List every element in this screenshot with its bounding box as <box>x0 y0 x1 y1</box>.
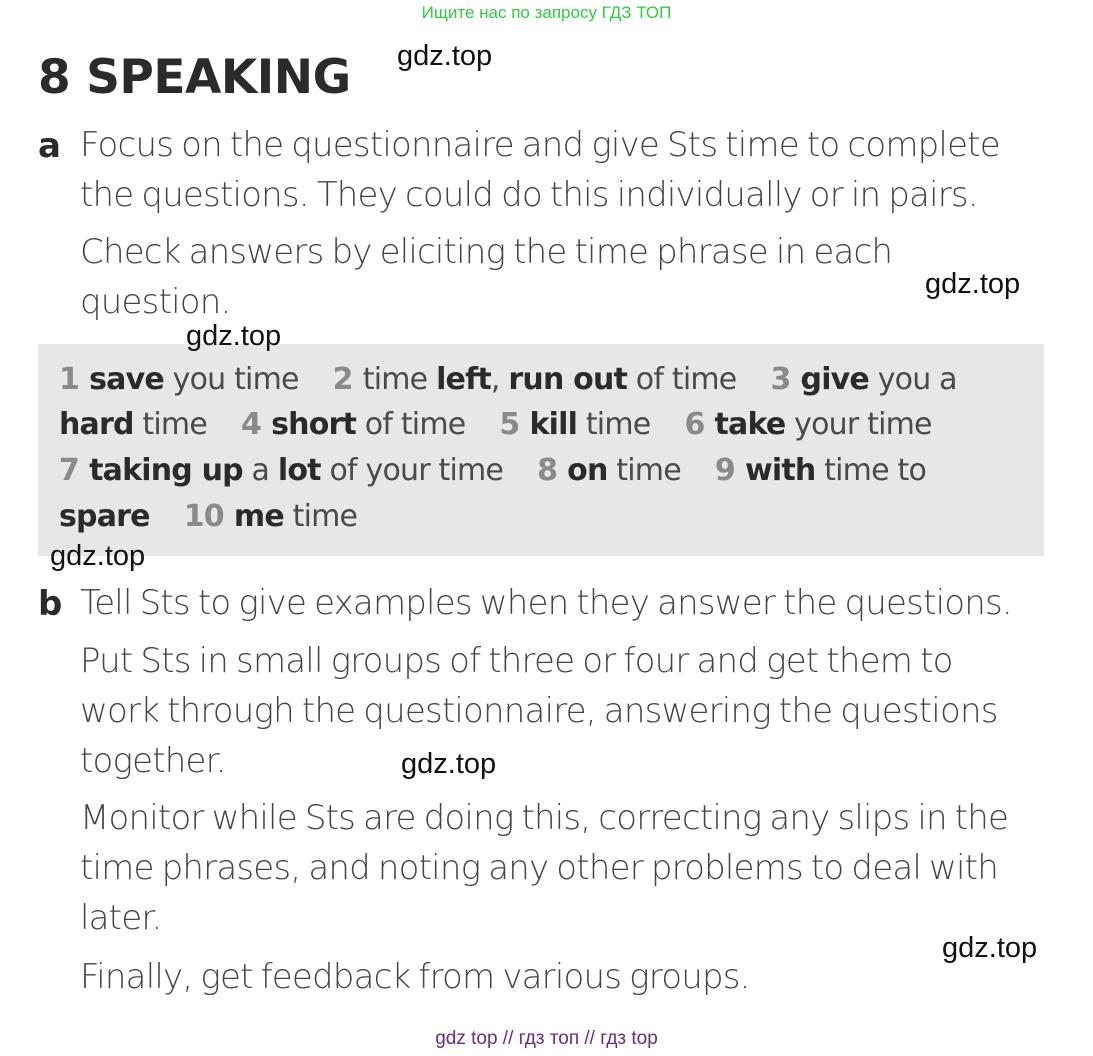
answer-item: 3 give you a <box>770 362 957 397</box>
watermark: gdz.top <box>186 320 282 352</box>
answer-line <box>59 453 926 488</box>
answer-key-box <box>38 344 1044 556</box>
section-b-text-1 <box>80 578 1070 628</box>
text-line: Put Sts in small groups of three or four and get them to <box>80 641 953 681</box>
text-line: later. <box>80 898 162 938</box>
section-b-text-3 <box>80 793 1070 943</box>
section-a-text-1 <box>80 120 1070 220</box>
section-a-text-2 <box>80 227 1070 327</box>
answer-item: hard time <box>59 407 207 442</box>
text-line: Tell Sts to give examples when they answer the questions. <box>80 583 1012 623</box>
answer-item: spare <box>59 499 150 534</box>
watermark: gdz.top <box>925 268 1021 300</box>
answer-line <box>59 499 357 534</box>
watermark: gdz.top <box>401 748 497 780</box>
text-line: Finally, get feedback from various groups. <box>80 957 750 997</box>
section-heading: 8 SPEAKING <box>38 50 351 105</box>
answer-item: 5 kill time <box>499 407 651 442</box>
text-line: time phrases, and noting any other problems to deal with <box>80 848 998 888</box>
answer-item: 2 time left, run out of time <box>332 362 737 397</box>
watermark: gdz.top <box>942 932 1038 964</box>
watermark: gdz.top <box>50 540 146 572</box>
text-line: the questions. They could do this individually or in pairs. <box>80 175 978 215</box>
answer-line <box>59 362 957 397</box>
section-b-text-2 <box>80 636 1070 786</box>
watermark: gdz.top <box>397 40 493 72</box>
answer-item: 9 with time to <box>714 453 927 488</box>
footer-watermark: gdz top // гдз топ // гдз top <box>435 1028 658 1049</box>
top-banner: Ищите нас по запросу ГДЗ ТОП <box>421 3 672 22</box>
answer-line <box>59 407 932 442</box>
section-letter-a: a <box>38 126 61 166</box>
answer-item: 8 on time <box>537 453 681 488</box>
answer-item: 1 save you time <box>59 362 299 397</box>
text-line: question. <box>80 282 231 322</box>
section-b-text-4 <box>80 952 1070 1002</box>
text-line: work through the questionnaire, answering the questions <box>80 691 998 731</box>
answer-item: 7 taking up a lot of your time <box>59 453 504 488</box>
answer-item: 4 short of time <box>241 407 466 442</box>
text-line: Monitor while Sts are doing this, correcting any slips in the <box>80 798 1009 838</box>
text-line: together. <box>80 741 226 781</box>
text-line: Check answers by eliciting the time phrase in each <box>80 232 893 272</box>
answer-item: 6 take your time <box>684 407 932 442</box>
section-letter-b: b <box>38 584 63 624</box>
text-line: Focus on the questionnaire and give Sts time to complete <box>80 125 1000 165</box>
answer-item: 10 me time <box>183 499 358 534</box>
